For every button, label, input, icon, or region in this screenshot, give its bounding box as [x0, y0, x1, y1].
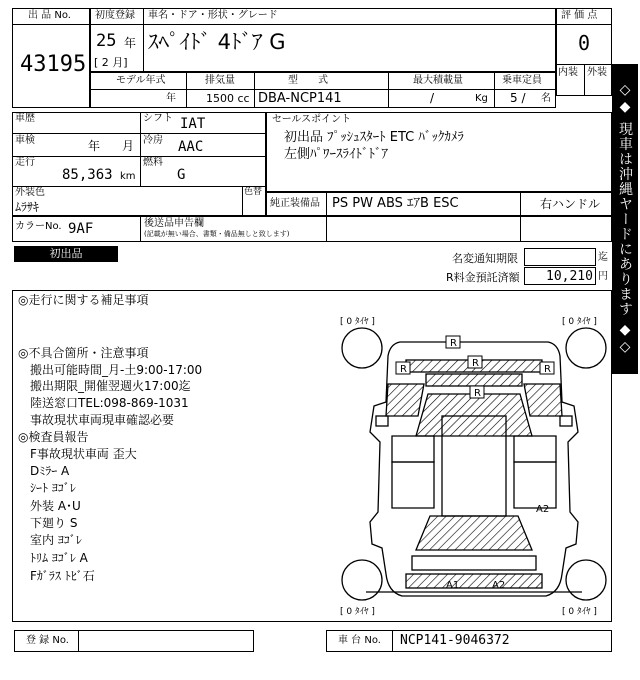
fuel: G [177, 167, 186, 183]
repair-mark-right-fender: R [544, 364, 551, 375]
fuel-label: 燃料 [143, 157, 163, 168]
inspection-month: 月 [122, 139, 135, 153]
registration-year: 25 [96, 31, 117, 51]
tire-rear-right [566, 560, 606, 600]
shift-label: シフト [143, 113, 173, 124]
car-damage-diagram [336, 312, 612, 620]
inspector-line: 外装 A･U [30, 499, 81, 513]
exterior-label: 外装 [587, 67, 607, 78]
sales-point-line-2: 左側ﾊﾟﾜｰｽﾗｲﾄﾞﾄﾞｱ [284, 147, 389, 162]
tire-front-left [342, 328, 382, 368]
inspector-report-title: ◎検査員報告 [18, 430, 89, 444]
note-line: 搬出可能時間_月-土9:00-17:00 [30, 363, 203, 377]
name-change-unit: 迄 [598, 252, 608, 263]
car-name-label: 車名・ドア・形状・グレード [148, 10, 278, 21]
first-listing-badge [14, 246, 118, 262]
history-label: 車歴 [15, 113, 35, 124]
inspection-year: 年 [88, 139, 101, 153]
capacity: 5 / [510, 91, 526, 105]
inspector-line: ﾄﾘﾑ ﾖｺﾞﾚ A [30, 551, 88, 565]
note-line: 搬出期限_開催翌週火17:00迄 [30, 379, 191, 393]
max-load: / [430, 91, 435, 105]
damage-mark-a1: A1 [446, 580, 460, 591]
sales-point-line-1: 初出品 ﾌﾟｯｼｭｽﾀｰﾄ ETC ﾊﾞｯｸｶﾒﾗ [284, 130, 464, 145]
lot-number-label: 出 品 No. [28, 10, 71, 21]
repair-mark-bumper: R [472, 358, 479, 369]
capacity-unit: 名 [541, 93, 551, 104]
displacement-label: 排気量 [205, 75, 235, 86]
tire-label-tl: [ 0 ﾀｲﾔ ] [340, 317, 375, 327]
color-change-label: 色替 [244, 187, 263, 197]
score-value: 0 [578, 31, 591, 55]
tire-label-tr: [ 0 ﾀｲﾔ ] [562, 317, 597, 327]
type-label: 型 式 [288, 75, 328, 86]
defect-notes-title: ◎不具合箇所・注意事項 [18, 346, 149, 360]
color-no-box [12, 216, 612, 242]
recycle-unit: 円 [598, 271, 608, 282]
inspector-line: ｼｰﾄ ﾖｺﾞﾚ [30, 481, 76, 495]
ac: AAC [178, 139, 204, 155]
model-year-unit: 年 [166, 93, 176, 104]
max-load-unit: Kg [475, 93, 488, 104]
interior-label: 内装 [558, 67, 578, 78]
registration-month: [ 2 月] [94, 56, 128, 69]
inspector-line: Dﾐﾗｰ A [30, 464, 70, 478]
std-equipment: PS PW ABS ｴｱB ESC [332, 196, 459, 211]
name-change-value [524, 248, 596, 266]
displacement: 1500 cc [206, 92, 250, 105]
ext-color-label: 外装色 [15, 187, 45, 198]
repair-mark-hood: R [450, 338, 457, 349]
chassis-no: NCP141-9046372 [400, 633, 510, 648]
name-change-label: 名変通知期限 [452, 252, 518, 265]
sales-point-label: セールスポイント [272, 114, 352, 125]
mileage: 85,363 [62, 167, 113, 183]
mileage-label: 走行 [15, 157, 35, 168]
note-line: 事故現状車両現車確認必要 [30, 413, 175, 427]
recycle-label: R料金預託済額 [446, 271, 520, 284]
inspector-line: F事故現状車両 歪大 [30, 447, 137, 461]
tire-label-br: [ 0 ﾀｲﾔ ] [562, 607, 597, 617]
post-order-note: (記載が無い場合、書類・備品無しと致します) [144, 230, 290, 238]
registration-no-label: 登 録 No. [26, 635, 69, 646]
lot-number: 43195 [20, 52, 87, 77]
damage-mark-a2-bottom: A2 [492, 580, 506, 591]
tire-label-bl: [ 0 ﾀｲﾔ ] [340, 607, 375, 617]
okinawa-yard-text: ◇◆ 現車は沖縄ヤードにあります ◆◇ [617, 82, 633, 356]
handle-side: 右ハンドル [540, 197, 601, 211]
std-equipment-label: 純正装備品 [270, 198, 320, 209]
inspector-line: 下廻り S [30, 516, 78, 530]
tire-rear-left [342, 560, 382, 600]
inspection-label: 車検 [15, 135, 35, 146]
driving-notes-title: ◎走行に関する補足事項 [18, 293, 149, 307]
ac-label: 冷房 [143, 135, 163, 146]
chassis-no-label: 車 台 No. [338, 635, 381, 646]
max-load-label: 最大積載量 [413, 75, 463, 86]
model-code: DBA-NCP141 [258, 91, 342, 106]
color-no: 9AF [68, 221, 94, 237]
repair-mark-left-fender: R [400, 364, 407, 375]
recycle-amount: 10,210 [546, 269, 593, 284]
specs-box [12, 112, 266, 216]
note-line: 陸送窓口TEL:098-869-1031 [30, 396, 189, 410]
post-order-label: 後送品申告欄 [144, 218, 204, 229]
inspector-line: Fｶﾞﾗｽ ﾄﾋﾞ石 [30, 569, 95, 583]
capacity-label: 乗車定員 [502, 75, 542, 86]
inspector-line: 室内 ﾖｺﾞﾚ [30, 533, 82, 547]
ext-color: ﾑﾗｻｷ [15, 200, 40, 214]
damage-mark-a2-side: A2 [536, 504, 550, 515]
okinawa-yard-banner [612, 64, 638, 374]
tire-front-right [566, 328, 606, 368]
score-label: 評 価 点 [561, 10, 598, 21]
first-registration-label: 初度登録 [95, 10, 135, 21]
color-no-label: カラーNo. [15, 221, 62, 232]
car-name: ｽﾍﾟｲﾄﾞ 4ﾄﾞｱ G [148, 30, 286, 54]
model-year-label: モデル年式 [116, 75, 166, 86]
mileage-unit: km [120, 171, 136, 182]
first-listing-text: 初出品 [49, 247, 83, 260]
repair-mark-windshield: R [474, 388, 481, 399]
registration-year-unit: 年 [124, 36, 137, 50]
shift: IAT [180, 116, 206, 132]
